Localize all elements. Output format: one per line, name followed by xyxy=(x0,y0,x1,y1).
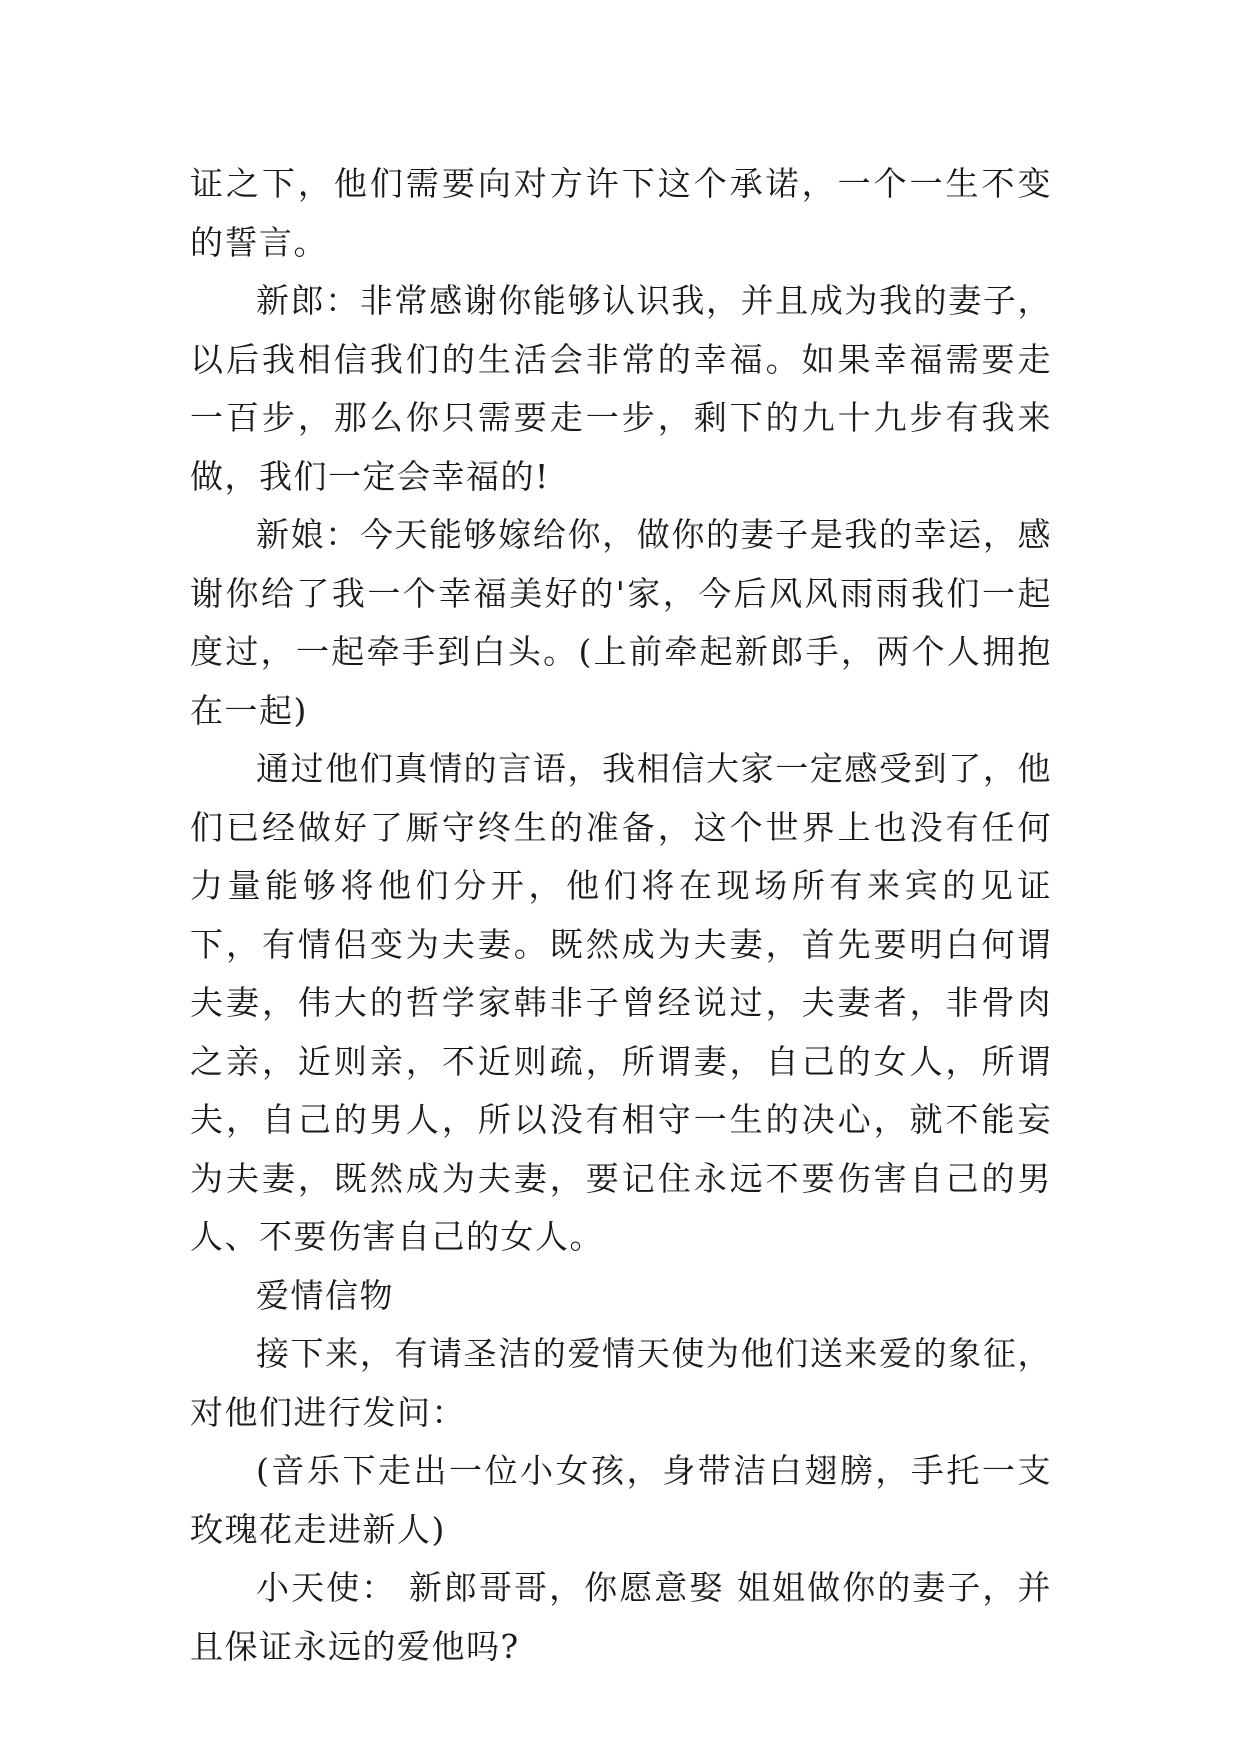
document-page xyxy=(190,155,1052,1676)
paragraph: 小天使： 新郎哥哥，你愿意娶 姐姐做你的妻子，并且保证永远的爱他吗? xyxy=(190,1568,1052,1666)
paragraph: 接下来，有请圣洁的爱情天使为他们送来爱的象征，对他们进行发问： xyxy=(190,1334,1052,1432)
paragraph: 通过他们真情的言语，我相信大家一定感受到了，他们已经做好了厮守终生的准备，这个世界上也没有任何力量能够将他们分开，他们将在现场所有来宾的见证下，有情侣变为夫妻。既然成为夫妻，首先要明白何谓夫妻，伟大的哲学家韩非子曾经说过，夫妻者，非骨肉之亲，近则亲，不近则疏，所谓妻，自己的女人，所谓夫，自己的男人，所以没有相守一生的决心，就不能妄为夫妻，既然成为夫妻，要记住永远不要伤害自己的男人、不要伤害自己的女人。 xyxy=(190,749,1052,1256)
section-heading: 爱情信物 xyxy=(256,1275,394,1315)
paragraph: 证之下，他们需要向对方许下这个承诺，一个一生不变的誓言。 xyxy=(190,164,1052,262)
paragraph: 新郎：非常感谢你能够认识我，并且成为我的妻子，以后我相信我们的生活会非常的幸福。如果幸福需要走一百步，那么你只需要走一步，剩下的九十九步有我来做，我们一定会幸福的! xyxy=(190,281,1052,496)
paragraph: (音乐下走出一位小女孩，身带洁白翅膀，手托一支玫瑰花走进新人) xyxy=(190,1451,1052,1549)
paragraph: 新娘：今天能够嫁给你，做你的妻子是我的幸运，感谢你给了我一个幸福美好的'家，今后风风雨雨我们一起度过，一起牵手到白头。(上前牵起新郎手，两个人拥抱在一起) xyxy=(190,515,1052,730)
